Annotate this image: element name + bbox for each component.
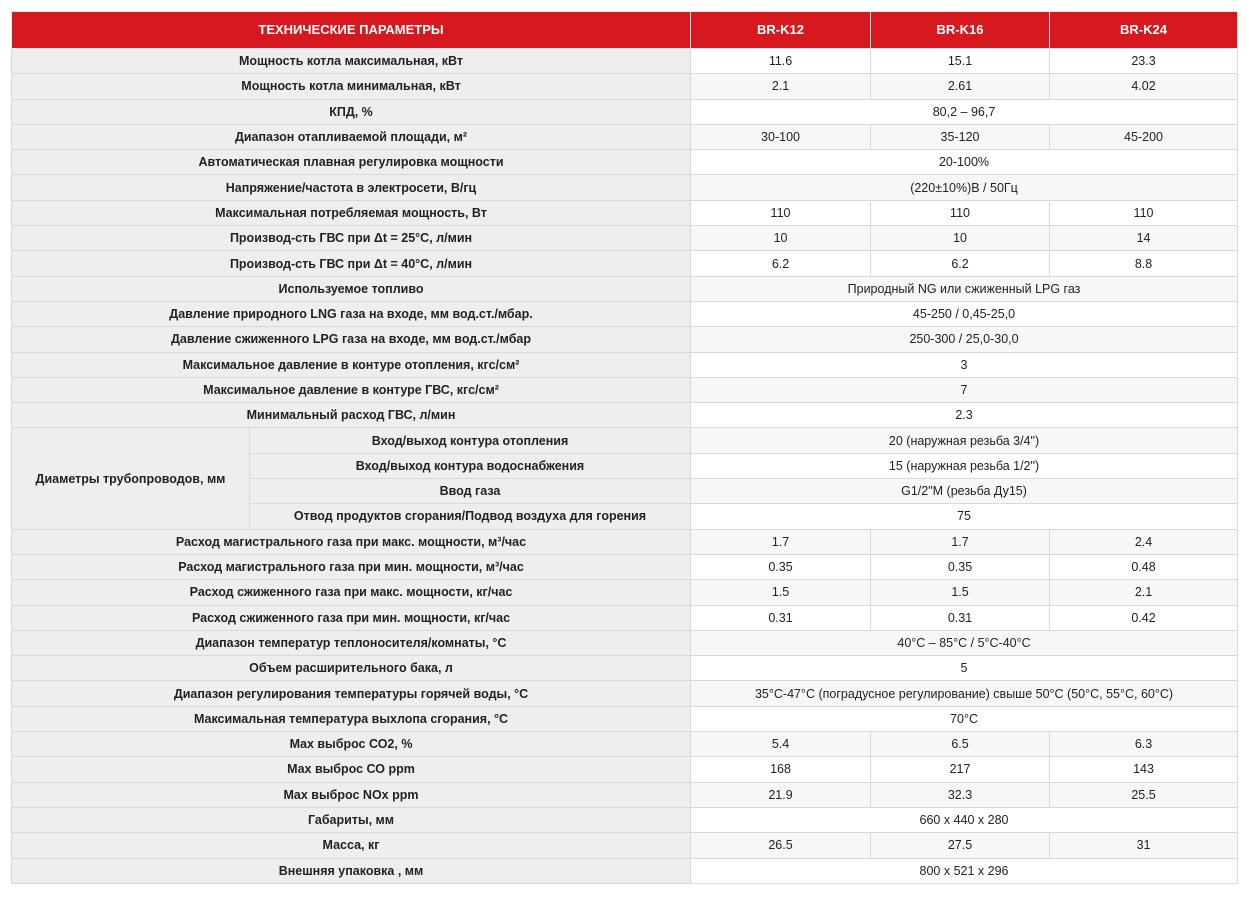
value-cell: 26.5: [691, 833, 871, 858]
param-label: Вход/выход контура водоснабжения: [250, 453, 691, 478]
table-row: [12, 200, 1238, 225]
table-row: [12, 352, 1238, 377]
table-row: [12, 377, 1238, 402]
value-cell: 21.9: [691, 782, 871, 807]
value-cell-merged: 45-250 / 0,45-25,0: [691, 301, 1238, 326]
param-label: Отвод продуктов сгорания/Подвод воздуха для горения: [250, 504, 691, 529]
table-row: [12, 529, 1238, 554]
value-cell: 6.2: [871, 251, 1050, 276]
param-label: Напряжение/частота в электросети, В/гц: [12, 175, 691, 200]
value-cell: 32.3: [871, 782, 1050, 807]
value-cell-merged: 15 (наружная резьба 1/2"): [691, 453, 1238, 478]
param-label: Объем расширительного бака, л: [12, 656, 691, 681]
table-row: [12, 74, 1238, 99]
spec-table-container: [11, 11, 1237, 884]
value-cell: 1.5: [871, 580, 1050, 605]
value-cell: 4.02: [1050, 74, 1238, 99]
param-label: Расход сжиженного газа при макс. мощности, кг/час: [12, 580, 691, 605]
group-label: Диаметры трубопроводов, мм: [12, 428, 250, 529]
table-row: [12, 833, 1238, 858]
param-label: КПД, %: [12, 99, 691, 124]
value-cell: 110: [1050, 200, 1238, 225]
value-cell: 168: [691, 757, 871, 782]
param-label: Диапазон регулирования температуры горячей воды, °С: [12, 681, 691, 706]
table-row: [12, 807, 1238, 832]
value-cell: 110: [871, 200, 1050, 225]
table-row: [12, 656, 1238, 681]
param-label: Масса, кг: [12, 833, 691, 858]
table-row: [12, 858, 1238, 883]
table-row: [12, 757, 1238, 782]
value-cell: 0.42: [1050, 605, 1238, 630]
param-label: Используемое топливо: [12, 276, 691, 301]
param-label: Максимальное давление в контуре отопления, кгс/см²: [12, 352, 691, 377]
value-cell: 35-120: [871, 124, 1050, 149]
param-label: Минимальный расход ГВС, л/мин: [12, 403, 691, 428]
value-cell-merged: (220±10%)В / 50Гц: [691, 175, 1238, 200]
value-cell: 15.1: [871, 49, 1050, 74]
table-body: [12, 49, 1238, 884]
value-cell: 10: [691, 226, 871, 251]
table-row: [12, 782, 1238, 807]
param-label: Максимальная потребляемая мощность, Вт: [12, 200, 691, 225]
param-label: Диапазон отапливаемой площади, м²: [12, 124, 691, 149]
value-cell-merged: 80,2 – 96,7: [691, 99, 1238, 124]
header-model-br-k12: BR-K12: [691, 12, 871, 49]
value-cell-merged: 35°С-47°С (поградусное регулирование) свыше 50°С (50°С, 55°С, 60°С): [691, 681, 1238, 706]
table-row: [12, 580, 1238, 605]
param-label: Диапазон температур теплоносителя/комнаты, °С: [12, 630, 691, 655]
value-cell: 6.5: [871, 732, 1050, 757]
value-cell: 27.5: [871, 833, 1050, 858]
value-cell: 0.35: [871, 554, 1050, 579]
param-label: Внешняя упаковка , мм: [12, 858, 691, 883]
param-label: Габариты, мм: [12, 807, 691, 832]
value-cell: 6.2: [691, 251, 871, 276]
value-cell-merged: 2.3: [691, 403, 1238, 428]
value-cell: 8.8: [1050, 251, 1238, 276]
table-row: [12, 301, 1238, 326]
value-cell: 2.61: [871, 74, 1050, 99]
table-row: [12, 124, 1238, 149]
param-label: Вход/выход контура отопления: [250, 428, 691, 453]
param-label: Max выброс СО2, %: [12, 732, 691, 757]
value-cell: 6.3: [1050, 732, 1238, 757]
header-params: ТЕХНИЧЕСКИЕ ПАРАМЕТРЫ: [12, 12, 691, 49]
value-cell-merged: 800 х 521 х 296: [691, 858, 1238, 883]
value-cell-merged: G1/2"M (резьба Ду15): [691, 479, 1238, 504]
table-row: [12, 732, 1238, 757]
table-row: [12, 605, 1238, 630]
param-label: Давление сжиженного LPG газа на входе, мм вод.ст./мбар: [12, 327, 691, 352]
param-label: Расход магистрального газа при мин. мощности, м³/час: [12, 554, 691, 579]
param-label: Расход сжиженного газа при мин. мощности, кг/час: [12, 605, 691, 630]
table-row: [12, 226, 1238, 251]
value-cell-merged: 20 (наружная резьба 3/4"): [691, 428, 1238, 453]
table-row: [12, 327, 1238, 352]
spec-table: [11, 11, 1238, 884]
param-label: Давление природного LNG газа на входе, мм вод.ст./мбар.: [12, 301, 691, 326]
value-cell: 2.4: [1050, 529, 1238, 554]
table-header: [12, 12, 1238, 49]
value-cell: 45-200: [1050, 124, 1238, 149]
value-cell: 2.1: [1050, 580, 1238, 605]
value-cell-merged: 75: [691, 504, 1238, 529]
value-cell: 11.6: [691, 49, 871, 74]
table-row: [12, 630, 1238, 655]
table-row: [12, 706, 1238, 731]
param-label: Максимальное давление в контуре ГВС, кгс/см²: [12, 377, 691, 402]
value-cell: 217: [871, 757, 1050, 782]
table-row: [12, 175, 1238, 200]
value-cell: 1.7: [691, 529, 871, 554]
param-label: Мощность котла максимальная, кВт: [12, 49, 691, 74]
value-cell: 5.4: [691, 732, 871, 757]
table-row: [12, 49, 1238, 74]
param-label: Max выброс СО ppm: [12, 757, 691, 782]
param-label: Ввод газа: [250, 479, 691, 504]
value-cell-merged: 40°С – 85°С / 5°С-40°С: [691, 630, 1238, 655]
value-cell: 23.3: [1050, 49, 1238, 74]
table-row: [12, 251, 1238, 276]
value-cell-merged: 7: [691, 377, 1238, 402]
value-cell-merged: 20-100%: [691, 150, 1238, 175]
value-cell-merged: 660 х 440 х 280: [691, 807, 1238, 832]
value-cell-merged: 5: [691, 656, 1238, 681]
value-cell: 110: [691, 200, 871, 225]
value-cell-merged: 250-300 / 25,0-30,0: [691, 327, 1238, 352]
value-cell-merged: Природный NG или сжиженный LPG газ: [691, 276, 1238, 301]
param-label: Расход магистрального газа при макс. мощности, м³/час: [12, 529, 691, 554]
param-label: Максимальная температура выхлопа сгорания, °С: [12, 706, 691, 731]
value-cell: 14: [1050, 226, 1238, 251]
param-label: Производ-сть ГВС при Δt = 25°С, л/мин: [12, 226, 691, 251]
value-cell: 30-100: [691, 124, 871, 149]
param-label: Автоматическая плавная регулировка мощности: [12, 150, 691, 175]
table-row: [12, 99, 1238, 124]
value-cell-merged: 3: [691, 352, 1238, 377]
param-label: Производ-сть ГВС при Δt = 40°С, л/мин: [12, 251, 691, 276]
value-cell: 25.5: [1050, 782, 1238, 807]
param-label: Max выброс NOx ppm: [12, 782, 691, 807]
value-cell: 31: [1050, 833, 1238, 858]
table-row: [12, 554, 1238, 579]
table-row: [12, 150, 1238, 175]
header-model-br-k16: BR-K16: [871, 12, 1050, 49]
value-cell-merged: 70°С: [691, 706, 1238, 731]
value-cell: 0.31: [691, 605, 871, 630]
value-cell: 143: [1050, 757, 1238, 782]
value-cell: 2.1: [691, 74, 871, 99]
param-label: Мощность котла минимальная, кВт: [12, 74, 691, 99]
value-cell: 10: [871, 226, 1050, 251]
value-cell: 0.31: [871, 605, 1050, 630]
table-row: [12, 428, 1238, 453]
value-cell: 0.35: [691, 554, 871, 579]
table-row: [12, 403, 1238, 428]
table-row: [12, 681, 1238, 706]
value-cell: 1.5: [691, 580, 871, 605]
value-cell: 1.7: [871, 529, 1050, 554]
value-cell: 0.48: [1050, 554, 1238, 579]
header-model-br-k24: BR-K24: [1050, 12, 1238, 49]
table-row: [12, 276, 1238, 301]
